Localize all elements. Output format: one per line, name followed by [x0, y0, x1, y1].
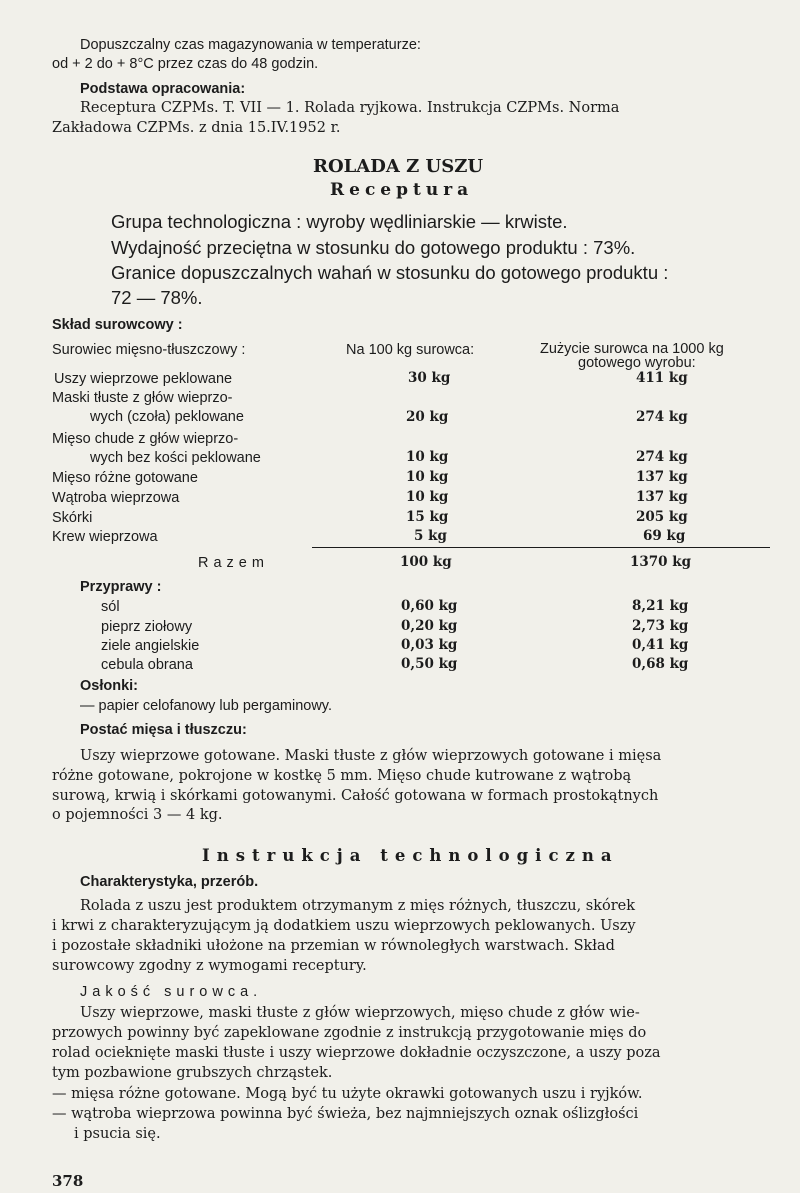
table-row-name: Mięso chude z głów wieprzo- — [52, 431, 239, 447]
total-label: Razem — [198, 555, 269, 571]
spice-per-1000: 0,68 kg — [632, 656, 689, 672]
total-rule — [312, 547, 770, 548]
table-row-per-100: 5 kg — [414, 528, 447, 544]
total-per-100: 100 kg — [400, 554, 452, 570]
table-row-per-1000: 137 kg — [636, 469, 688, 485]
table-row-name: Mięso różne gotowane — [52, 470, 198, 486]
spice-name: pieprz ziołowy — [101, 619, 193, 635]
table-row-per-100: 10 kg — [406, 449, 449, 465]
spice-per-1000: 8,21 kg — [632, 598, 689, 614]
characteristics-heading: Charakterystyka, przerób. — [80, 874, 259, 890]
table-row-name: Uszy wieprzowe peklowane — [54, 371, 233, 387]
table-row-per-1000: 69 kg — [643, 528, 686, 544]
spices-heading: Przyprawy : — [80, 579, 162, 595]
recipe-title: ROLADA Z USZU — [313, 156, 484, 177]
spice-per-1000: 2,73 kg — [632, 618, 689, 634]
page-number: 378 — [52, 1172, 84, 1190]
table-row-name: Maski tłuste z głów wieprzo- — [52, 390, 233, 406]
casings-line: — papier celofanowy lub pergaminowy. — [80, 698, 333, 714]
form-line-4: o pojemności 3 — 4 kg. — [52, 807, 223, 823]
table-row-name-cont: wych bez kości peklowane — [90, 450, 261, 466]
spice-name: ziele angielskie — [101, 638, 200, 654]
column-header-material: Surowiec mięsno-tłuszczowy : — [52, 342, 246, 358]
spice-name: sól — [101, 599, 120, 615]
basis-line-2: Zakładowa CZPMs. z dnia 15.IV.1952 r. — [52, 120, 341, 136]
spice-name: cebula obrana — [101, 657, 193, 673]
table-row-name: Skórki — [52, 510, 93, 526]
composition-heading: Skład surowcowy : — [52, 317, 183, 333]
table-row-per-1000: 411 kg — [636, 370, 688, 386]
table-row-per-100: 30 kg — [408, 370, 451, 386]
quality-line-4: tym pozbawione grubszych chrząstek. — [52, 1065, 333, 1081]
column-header-per-1000-line-2: gotowego wyrobu: — [578, 355, 696, 371]
group-line-4: 72 — 78%. — [111, 287, 203, 308]
quality-heading: Jakość surowca. — [80, 984, 263, 1000]
characteristics-line-3: i pozostałe składniki ułożone na przemian w równoległych warstwach. Skład — [52, 938, 615, 954]
table-row-name: Wątroba wieprzowa — [52, 490, 180, 506]
form-heading: Postać mięsa i tłuszczu: — [80, 722, 247, 738]
spice-per-1000: 0,41 kg — [632, 637, 689, 653]
characteristics-line-4: surowcowy zgodny z wymogami receptury. — [52, 958, 367, 974]
spice-per-100: 0,03 kg — [401, 637, 458, 653]
column-header-per-1000-line-1: Zużycie surowca na 1000 kg — [540, 341, 724, 357]
table-row-name-cont: wych (czoła) peklowane — [90, 409, 244, 425]
casings-heading: Osłonki: — [80, 678, 139, 694]
instruction-title: Instrukcja technologiczna — [202, 846, 619, 865]
group-line-2: Wydajność przeciętna w stosunku do gotowego produktu : 73%. — [111, 237, 636, 258]
basis-heading: Podstawa opracowania: — [80, 81, 246, 97]
quality-line-3: rolad ocieknięte maski tłuste i uszy wieprzowe dokładnie oczyszczone, a uszy poza — [52, 1045, 661, 1061]
quality-line-5: — mięsa różne gotowane. Mogą być tu użyte okrawki gotowanych uszu i ryjków. — [52, 1086, 643, 1102]
column-header-per-100: Na 100 kg surowca: — [346, 342, 475, 358]
group-line-3: Granice dopuszczalnych wahań w stosunku do gotowego produktu : — [111, 262, 669, 283]
spice-per-100: 0,60 kg — [401, 598, 458, 614]
form-line-1: Uszy wieprzowe gotowane. Maski tłuste z głów wieprzowych gotowane i mięsa — [80, 748, 662, 764]
storage-line-2: od + 2 do + 8°C przez czas do 48 godzin. — [52, 56, 319, 72]
table-row-per-100: 20 kg — [406, 409, 449, 425]
table-row-per-100: 15 kg — [406, 509, 449, 525]
spice-per-100: 0,20 kg — [401, 618, 458, 634]
table-row-per-100: 10 kg — [406, 489, 449, 505]
spice-per-100: 0,50 kg — [401, 656, 458, 672]
table-row-name: Krew wieprzowa — [52, 529, 158, 545]
form-line-3: surową, krwią i skórkami gotowanymi. Całość gotowana w formach prostokątnych — [52, 788, 659, 804]
quality-line-1: Uszy wieprzowe, maski tłuste z głów wieprzowych, mięso chude z głów wie- — [80, 1005, 640, 1021]
storage-line-1: Dopuszczalny czas magazynowania w temperaturze: — [80, 37, 421, 53]
form-line-2: różne gotowane, pokrojone w kostkę 5 mm. Mięso chude kutrowane z wątrobą — [52, 768, 632, 784]
table-row-per-100: 10 kg — [406, 469, 449, 485]
group-line-1: Grupa technologiczna : wyroby wędliniarskie — krwiste. — [111, 211, 568, 232]
table-row-per-1000: 205 kg — [636, 509, 688, 525]
total-per-1000: 1370 kg — [630, 554, 692, 570]
basis-line-1: Receptura CZPMs. T. VII — 1. Rolada ryjkowa. Instrukcja CZPMs. Norma — [80, 100, 620, 116]
quality-line-7: i psucia się. — [74, 1126, 161, 1142]
table-row-per-1000: 137 kg — [636, 489, 688, 505]
quality-line-2: przowych powinny być zapeklowane zgodnie z instrukcją przygotowanie mięs do — [52, 1025, 647, 1041]
table-row-per-1000: 274 kg — [636, 409, 688, 425]
table-row-per-1000: 274 kg — [636, 449, 688, 465]
characteristics-line-2: i krwi z charakteryzującym ją dodatkiem uszu wieprzowych peklowanych. Uszy — [52, 918, 636, 934]
recipe-subtitle: Receptura — [330, 180, 474, 200]
characteristics-line-1: Rolada z uszu jest produktem otrzymanym z mięs różnych, tłuszczu, skórek — [80, 898, 636, 914]
quality-line-6: — wątroba wieprzowa powinna być świeża, bez najmniejszych oznak oślizgłości — [52, 1106, 639, 1122]
